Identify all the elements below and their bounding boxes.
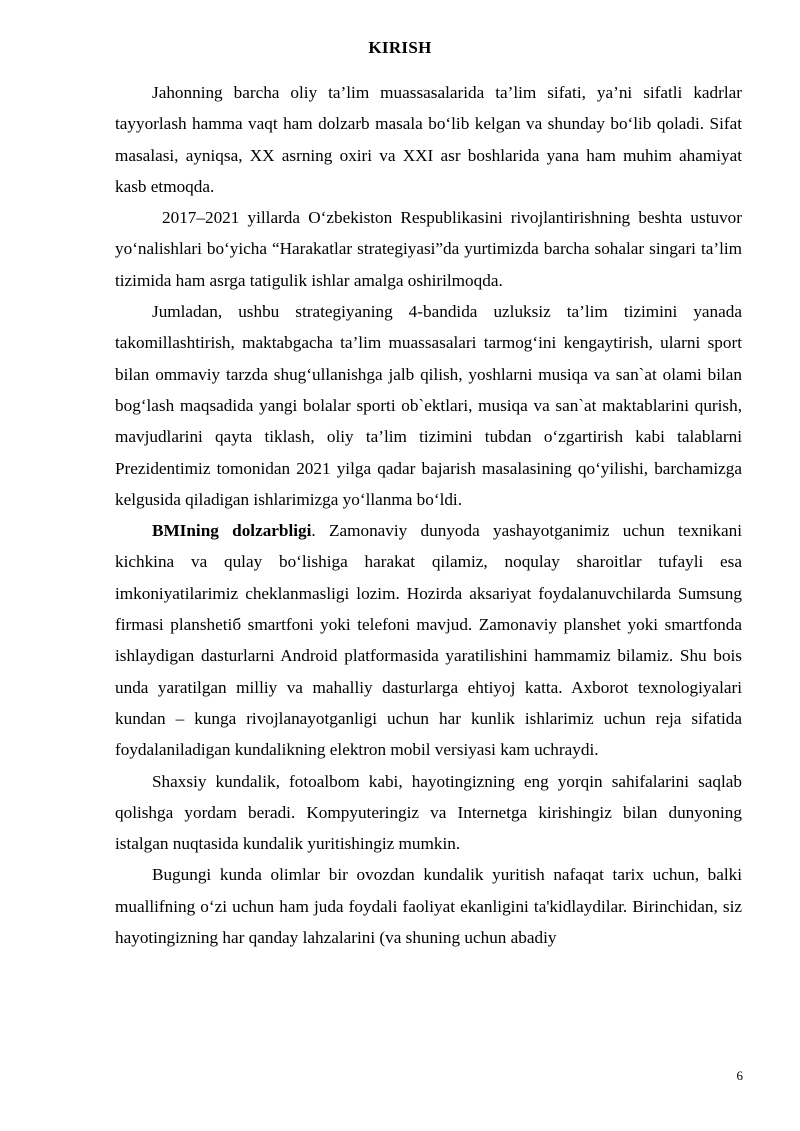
paragraph-2-text: 2017–2021 yillarda O‘zbekiston Respublikasini rivojlantirishning beshta ustuvor yo‘nalishlari bo‘yicha “Harakatlar strategiyasi”da yurtimizda barcha sohalar singari ta’lim tizimida ham asrga tatigulik ishlar amalga oshirilmoqda.	[115, 208, 742, 290]
paragraph-4	[115, 515, 742, 765]
paragraph-5-text: Shaxsiy kundalik, fotoalbom kabi, hayotingizning eng yorqin sahifalarini saqlab qolishga yordam beradi. Kompyuteringiz va Internetga kirishingiz bilan dunyoning istalgan nuqtasida kundalik yuritishingiz mumkin.	[115, 771, 742, 854]
paragraph-2	[115, 202, 742, 296]
page-title: KIRISH	[368, 38, 432, 57]
paragraph-6	[115, 859, 742, 953]
document-body	[115, 77, 742, 953]
paragraph-6-text: Bugungi kunda olimlar bir ovozdan kundalik yuritish nafaqat tarix uchun, balki muallifning o‘zi uchun ham juda foydali faoliyat ekanligini ta'kidlaydilar. Birinchidan, siz hayotingizning har qanday lahzalarini (va shuning uchun abadiy	[115, 865, 742, 948]
paragraph-3-text: Jumladan, ushbu strategiyaning 4-bandida uzluksiz ta’lim tizimini yanada takomillashtirish, maktabgacha ta’lim muassasalari tarmog‘ini kengaytirish, ularni sport bilan ommaviy tarzda shug‘ullanishga jalb qilish, yoshlarni musiqa va san`at olami bilan bog‘lash maqsadida yangi bolalar sporti ob`ektlari, musiqa va san`at maktablarini qurish, mavjudlarini qayta tiklash, oliy ta’lim tizimini tubdan o‘zgartirish kabi talablarni Prezidentimiz tomonidan 2021 yilga qadar bajarish masalasining qo‘yilishi, barchamizga kelgusida qiladigan ishlarimizga yo‘llanma bo‘ldi.	[115, 302, 742, 509]
paragraph-3	[115, 296, 742, 515]
paragraph-1	[115, 77, 742, 202]
paragraph-5	[115, 766, 742, 860]
paragraph-4-lead: BMIning dolzarbligi	[152, 521, 312, 541]
paragraph-1-text: Jahonning barcha oliy ta’lim muassasalarida ta’lim sifati, ya’ni sifatli kadrlar tayyorlash hamma vaqt ham dolzarb masala bo‘lib kelgan va shunday bo‘lib qoladi. Sifat masalasi, ayniqsa, XX asrning oxiri va XXI asr boshlarida yana ham muhim ahamiyat kasb etmoqda.	[115, 83, 742, 196]
paragraph-4-text: . Zamonaviy dunyoda yashayotganimiz uchun texnikani kichkina va qulay bo‘lishiga harakat qilamiz, noqulay sharoitlar tufayli esa imkoniyatilarimiz cheklanmasligi lozim. Hozirda aksariyat foydalanuvchilarda Sumsung firmasi planshetiб smartfoni yoki telefoni mavjud. Zamonaviy planshet yoki smartfonda ishlaydigan dasturlarni Android platformasida yaratilishini hammamiz bilamiz. Shu bois unda yaratilgan milliy va mahalliy dasturlarga ehtiyoj katta. Axborot texnologiyalari kundan – kunga rivojlanayotganligi uchun har kunlik ishlarimiz uchun reja sifatida foydalaniladigan kundalikning elektron mobil versiyasi kam uchraydi.	[115, 521, 742, 760]
page-number: 6	[736, 1068, 743, 1083]
